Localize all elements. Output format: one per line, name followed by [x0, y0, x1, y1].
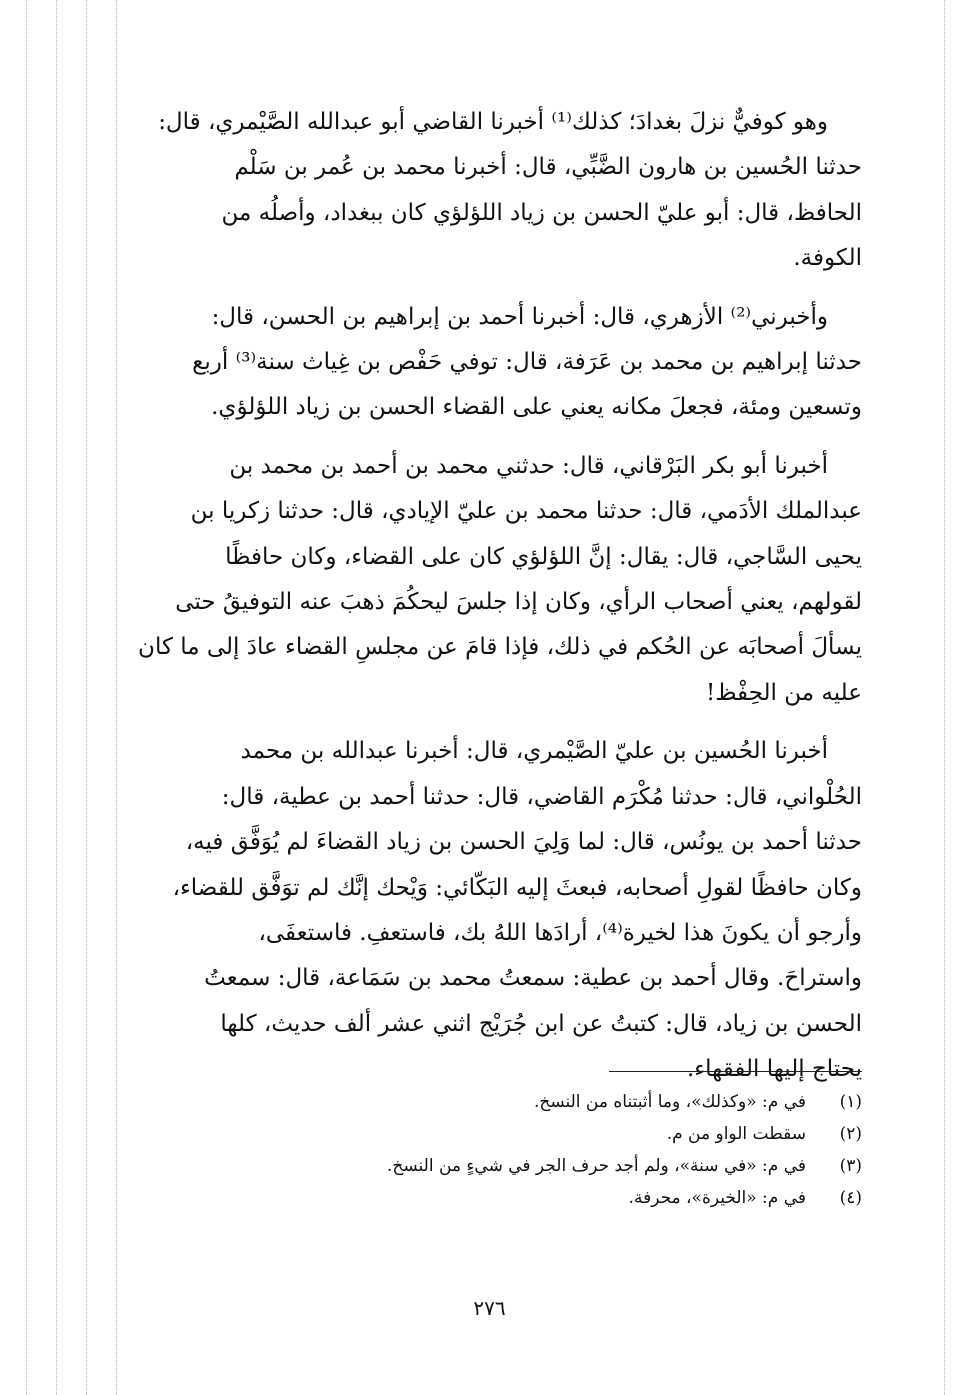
- paragraph-3: [138, 444, 862, 716]
- footnote-text: في م: «الخيرة»، محرفة.: [628, 1188, 806, 1208]
- footnote: [262, 1150, 862, 1182]
- text-line: أخبرنا أبو بكر البَرْقاني، قال: حدثني محمد بن أحمد بن محمد بن: [229, 452, 828, 479]
- text-line: وأخبرني⁽²⁾ الأزهري، قال: أخبرنا أحمد بن إبراهيم بن الحسن، قال:: [211, 303, 828, 330]
- scan-guide-line: [116, 0, 117, 1395]
- scan-guide-line: [26, 0, 27, 1395]
- text-line: يسألَ أصحابَه عن الحُكم في ذلك، فإذا قامَ عن مجلسِ القضاء عادَ إلى ما كان: [138, 634, 862, 661]
- text-line: عليه من الحِفْظ!: [705, 679, 862, 706]
- footnote: [262, 1182, 862, 1214]
- footnote-text: في م: «وكذلك»، وما أثبتناه من النسخ.: [533, 1092, 806, 1112]
- text-line: وكان حافظًا لقولِ أصحابه، فبعثَ إليه البَكّائي: وَيْحك إنَّك لم توَفَّق للقضاء،: [172, 874, 862, 901]
- page-number: ٢٧٦: [473, 1296, 506, 1320]
- text-line: وأرجو أن يكونَ هذا لخيرة⁽⁴⁾، أرادَها اللهُ بك، فاستعفِ. فاستعفَى،: [258, 919, 862, 946]
- scan-guide-line: [944, 0, 945, 1395]
- footnote-number: (٢): [839, 1124, 862, 1144]
- text-line: لقولهم، يعني أصحاب الرأي، وكان إذا جلسَ ليحكُمَ ذهبَ عنه التوفيقُ حتى: [175, 589, 862, 616]
- footnote: [262, 1118, 862, 1150]
- paragraph-1: [146, 100, 862, 282]
- text-line: وهو كوفيٌّ نزلَ بغدادَ؛ كذلك⁽¹⁾ أخبرنا القاضي أبو عبدالله الصَّيْمري، قال:: [158, 109, 828, 135]
- page-body: [138, 100, 862, 1093]
- text-line: الكوفة.: [793, 245, 862, 272]
- footnote-text: في م: «في سنة»، ولم أجد حرف الجر في شيءٍ من النسخ.: [386, 1156, 806, 1176]
- text-line: حدثنا أحمد بن يونُس، قال: لما وَلِيَ الحسن بن زياد القضاءَ لم يُوَفَّق فيه،: [185, 829, 862, 856]
- text-line: الحُلْواني، قال: حدثنا مُكْرَم القاضي، قال: حدثنا أحمد بن عطية، قال:: [221, 783, 862, 810]
- text-line: حدثنا إبراهيم بن محمد بن عَرَفة، قال: توفي حَفْص بن غِياث سنة⁽³⁾ أربع: [192, 349, 862, 376]
- footnote-number: (٣): [839, 1156, 862, 1176]
- paragraph-4: [146, 729, 862, 1092]
- text-line: حدثنا الحُسين بن هارون الضَّبِّي، قال: أخبرنا محمد بن عُمر بن سَلْم: [234, 154, 862, 181]
- paragraph-2: [146, 295, 862, 431]
- footnote-number: (٤): [839, 1188, 862, 1208]
- scan-guide-line: [86, 0, 87, 1395]
- footnote-text: سقطت الواو من م.: [666, 1124, 806, 1144]
- footnote-separator: [609, 1071, 862, 1072]
- text-line: عبدالملك الأدَمي، قال: حدثنا محمد بن عليّ الإيادي، قال: حدثنا زكريا بن: [190, 498, 862, 525]
- text-line: الحافظ، قال: أبو عليّ الحسن بن زياد اللؤلؤي كان ببغداد، وأصلُه من: [221, 199, 862, 226]
- footnote-number: (١): [839, 1092, 862, 1112]
- text-line: أخبرنا الحُسين بن عليّ الصَّيْمري، قال: أخبرنا عبدالله بن محمد: [240, 738, 828, 765]
- text-line: الحسن بن زياد، قال: كتبتُ عن ابن جُرَيْج اثني عشر ألف حديث، كلها: [220, 1010, 862, 1037]
- text-line: يحتاج إليها الفقهاء.: [686, 1056, 862, 1083]
- text-line: يحيى السَّاجي، قال: يقال: إنَّ اللؤلؤي كان على القضاء، وكان حافظًا: [225, 543, 862, 570]
- footnote: [262, 1086, 862, 1118]
- text-line: وتسعين ومئة، فجعلَ مكانه يعني على القضاء الحسن بن زياد اللؤلؤي.: [211, 394, 862, 421]
- text-line: واستراحَ. وقال أحمد بن عطية: سمعتُ محمد بن سَمَاعة، قال: سمعتُ: [204, 965, 862, 992]
- footnotes: [262, 1086, 862, 1214]
- scan-guide-line: [56, 0, 57, 1395]
